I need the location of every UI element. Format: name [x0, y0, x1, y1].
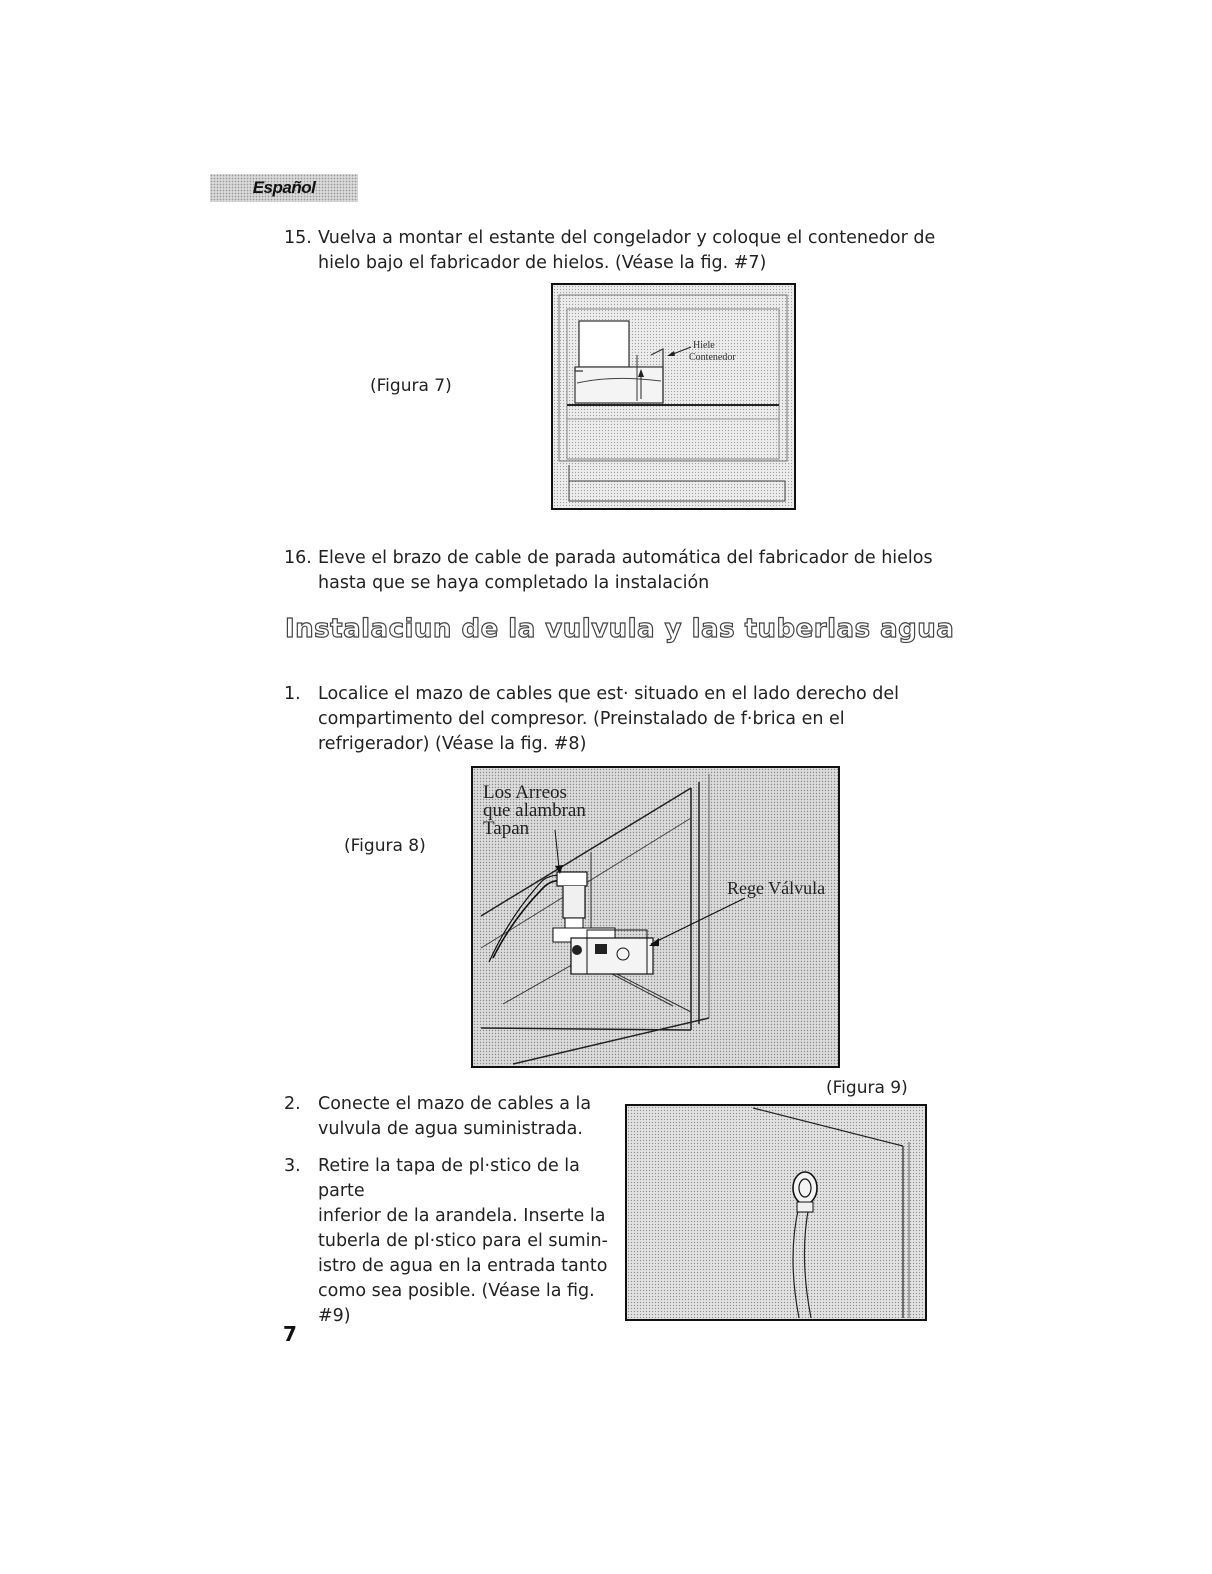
- step-text-line: vulvula de agua suministrada.: [318, 1119, 583, 1139]
- step-text-line: como sea posible. (Véase la fig. #9): [318, 1281, 595, 1326]
- step-15: [284, 226, 944, 278]
- step-text-line: istro de agua en la entrada tanto: [318, 1256, 608, 1276]
- step-text-line: tuberla de pl·stico para el sumin-: [318, 1231, 608, 1251]
- figure-8-valve-label: Rege Válvula: [727, 878, 826, 898]
- step-text-line: Conecte el mazo de cables a la: [318, 1094, 592, 1114]
- step-text-line: Vuelva a montar el estante del congelador y coloque el contenedor de: [318, 228, 936, 248]
- step-text-line: Retire la tapa de pl·stico de la parte: [318, 1156, 580, 1201]
- figure-7-caption: (Figura 7): [370, 376, 452, 396]
- step-number: 16.: [284, 548, 312, 568]
- step-1: [284, 682, 944, 760]
- figure-8: [471, 766, 840, 1068]
- step-number: 15.: [284, 228, 312, 248]
- step-number: 1.: [284, 684, 301, 704]
- step-text-line: inferior de la arandela. Inserte la: [318, 1206, 606, 1226]
- figure-8-label-line1: Los Arreos: [483, 782, 567, 803]
- page-number: 7: [283, 1322, 297, 1346]
- step-3: [284, 1154, 629, 1326]
- language-tab-label: Español: [252, 178, 316, 197]
- figure-8-illustration: [473, 768, 838, 1066]
- step-16: [284, 546, 944, 598]
- step-text-line: hasta que se haya completado la instalación: [318, 573, 710, 593]
- figure-7-label-line2: Contenedor: [689, 352, 736, 363]
- figure-9: [625, 1104, 927, 1321]
- step-text-line: Eleve el brazo de cable de parada automática del fabricador de hielos: [318, 548, 933, 568]
- figure-8-label-line3: Tapan: [483, 818, 530, 839]
- section-heading: Instalaciun de la vulvula y las tuberlas agua: [285, 614, 955, 644]
- figure-9-caption: (Figura 9): [826, 1078, 908, 1098]
- step-text-line: refrigerador) (Véase la fig. #8): [318, 734, 587, 754]
- figure-7: [551, 283, 796, 510]
- step-number: 3.: [284, 1156, 301, 1176]
- figure-8-caption: (Figura 8): [344, 836, 426, 856]
- figure-7-illustration: [553, 285, 794, 508]
- language-tab: [210, 174, 358, 202]
- step-number: 2.: [284, 1094, 301, 1114]
- figure-9-illustration: [627, 1106, 925, 1319]
- step-text-line: compartimento del compresor. (Preinstalado de f·brica en el: [318, 709, 845, 729]
- figure-8-label-line2: que alambran: [483, 800, 586, 821]
- step-2: [284, 1092, 614, 1144]
- step-text-line: hielo bajo el fabricador de hielos. (Véase la fig. #7): [318, 253, 767, 273]
- step-text-line: Localice el mazo de cables que est· situado en el lado derecho del: [318, 684, 899, 704]
- figure-7-label-line1: Hiele: [693, 340, 715, 351]
